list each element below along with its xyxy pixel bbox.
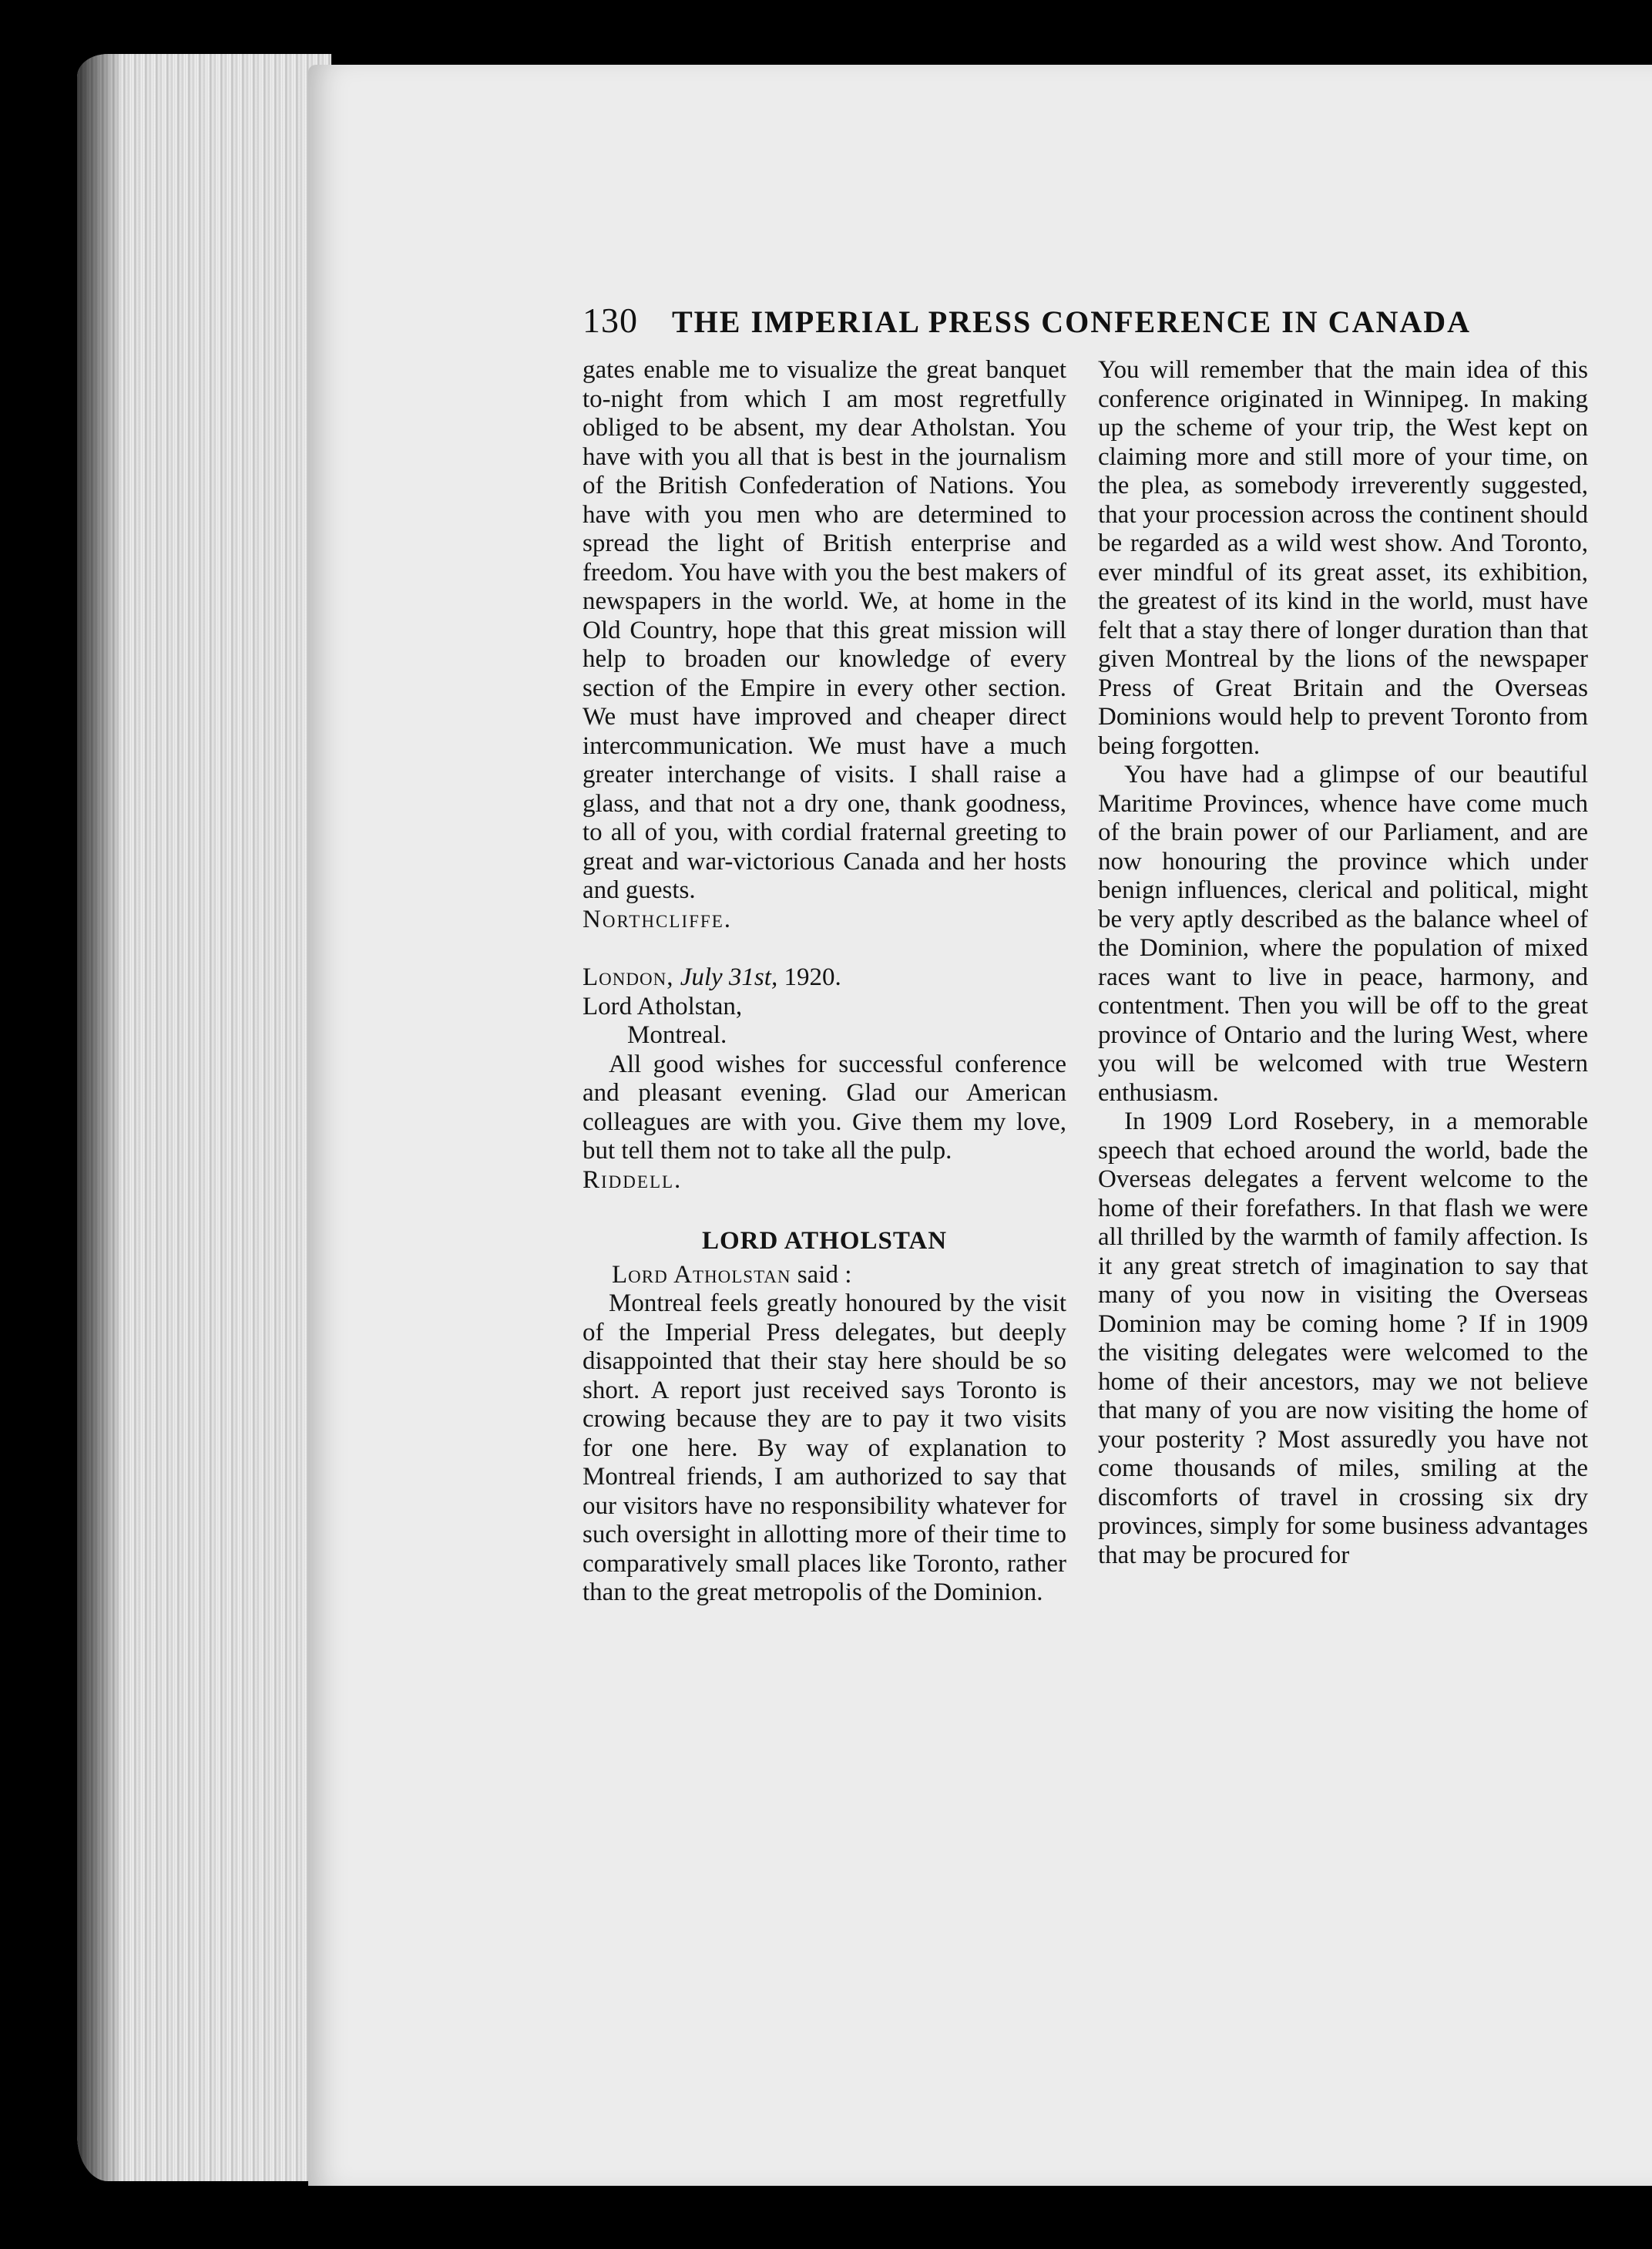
running-title: THE IMPERIAL PRESS CONFERENCE IN CANADA bbox=[672, 304, 1472, 339]
speaker-name: Lord Atholstan bbox=[612, 1260, 791, 1289]
speaker-verb: said : bbox=[797, 1260, 852, 1289]
left-column bbox=[583, 356, 1066, 1608]
dateline-place: London, bbox=[583, 963, 674, 991]
right-column bbox=[1098, 356, 1588, 1570]
telegram-dateline bbox=[583, 963, 1066, 993]
section-heading: LORD ATHOLSTAN bbox=[701, 1227, 948, 1255]
dateline-date: July 31st, bbox=[680, 963, 778, 991]
telegram-recipient-city: Montreal. bbox=[627, 1021, 727, 1049]
dateline-year: 1920. bbox=[784, 963, 841, 991]
atholstan-speech-para-1: Montreal feels greatly honoured by the visit of the Imperial Press delegates, but deeply disappointed that their stay here should be so short. A report just received says Toronto is crowing because they are to pay it two visits for one here. By way of explanation to Montreal friends, I am authorized to say that our visitors have no responsibility whatever for such oversight in allotting more of their time to comparatively small places like Toronto, rather than to the great metropolis of the Dominion. bbox=[583, 1289, 1066, 1606]
page-number: 130 bbox=[583, 301, 638, 340]
running-head bbox=[583, 298, 1480, 344]
telegram-recipient: Lord Atholstan, bbox=[583, 992, 743, 1020]
atholstan-speech-para-3: You have had a glimpse of our beautiful Maritime Provinces, whence have come much of the brain power of our Parliament, and are now honouring the province which under benign influences, clerical and political, might be very aptly described as the balance wheel of the Dominion, where the population of mixed races want to live in peace, harmony, and contentment. Then you will be off to the great province of Ontario and the luring West, where you will be welcomed with true Western enthusiasm. bbox=[1098, 761, 1588, 1107]
northcliffe-letter-text: gates enable me to visualize the great banquet to-night from which I am most regretfully obliged to be absent, my dear Atholstan. You have with you all that is best in the journalism of the British Confederation of Nations. You have with you men who are determined to spread the light of British enterprise and freedom. You have with you the best makers of newspapers in the world. We, at home in the Old Country, hope that this great mission will help to broaden our knowledge of every section of the Empire in every other section. We must have improved and cheaper direct intercommunication. We must have a much greater interchange of visits. I shall raise a glass, and that not a dry one, thank goodness, to all of you, with cordial fraternal greeting to great and war-victorious Canada and her hosts and guests. bbox=[583, 356, 1066, 904]
book-edge-shadow bbox=[77, 54, 123, 2181]
riddell-telegram-text: All good wishes for successful conference and pleasant evening. Glad our American colleagues are with you. Give them my love, but tell them not to take all the pulp. bbox=[583, 1050, 1066, 1165]
atholstan-speech-para-2: You will remember that the main idea of this conference originated in Winnipeg. In making up the scheme of your trip, the West kept on claiming more and still more of your time, on the plea, as somebody irreverently suggested, that your procession across the continent should be regarded as a wild west show. And Toronto, ever mindful of its great asset, its exhibition, the greatest of its kind in the world, must have felt that a stay there of longer duration than that given Montreal by the lions of the newspaper Press of Great Britain and the Overseas Dominions would help to prevent Toronto from being forgotten. bbox=[1098, 356, 1588, 760]
speaker-intro bbox=[583, 1261, 1066, 1290]
signature-riddell: Riddell. bbox=[583, 1165, 683, 1194]
signature-northcliffe: Northcliffe. bbox=[583, 905, 732, 933]
atholstan-speech-para-4: In 1909 Lord Rosebery, in a memorable speech that echoed around the world, bade the Overseas delegates a fervent welcome to the home of their forefathers. In that flash we were all thrilled by the warmth of family affection. Is it any great stretch of imagination to say that many of you now in visiting the Overseas Dominion may be coming home ? If in 1909 the visiting delegates were welcomed to the home of their ancestors, may we not believe that many of you are now visiting the home of your posterity ? Most assuredly you have not come thousands of miles, smiling at the discomforts of travel in crossing six dry provinces, simply for some business advantages that may be procured for bbox=[1098, 1108, 1588, 1569]
